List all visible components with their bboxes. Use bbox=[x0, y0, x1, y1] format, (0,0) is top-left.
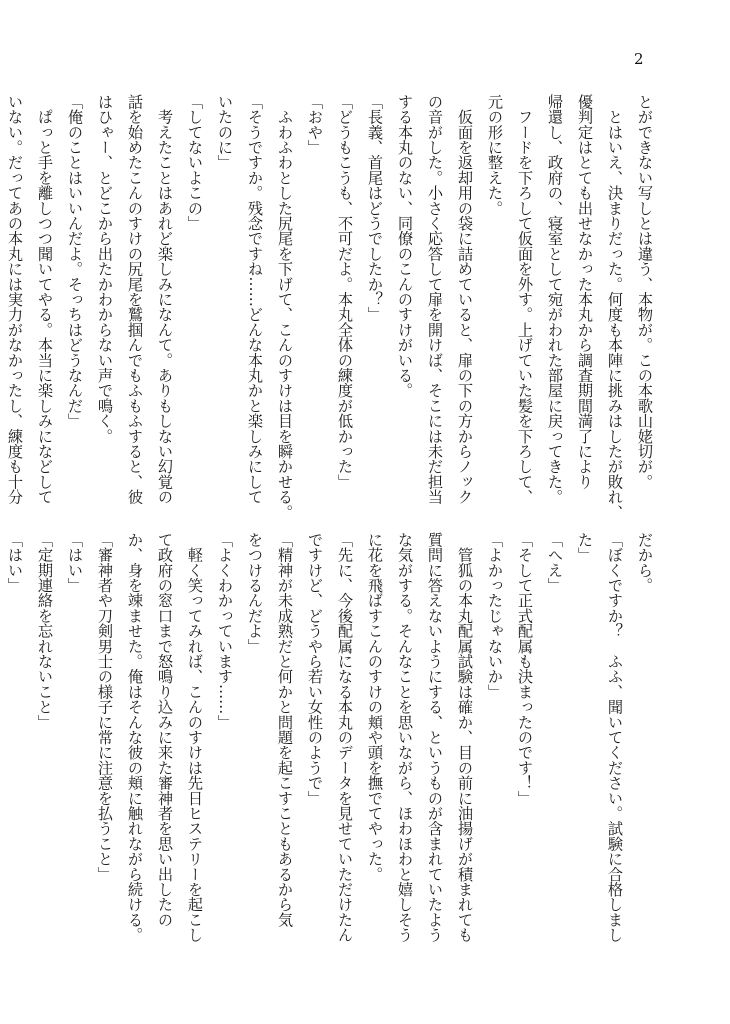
text-column: 「審神者や刀剣男士の様子に常に注意を払うこと」 bbox=[96, 532, 114, 882]
text-column: する本丸のない、同僚のこんのすけがいる。 bbox=[396, 94, 414, 398]
text-column: 「俺のことはいいんだよ。そっちはどうなんだ」 bbox=[66, 94, 84, 429]
text-column: いない。だってあの本丸には実力がなかったし、練度も十分 bbox=[6, 94, 24, 505]
text-column: 話を始めたこんのすけの尻尾を鷲掴んでもふもふすると、彼 bbox=[126, 94, 144, 505]
text-column: 「はい」 bbox=[6, 532, 24, 593]
text-column: に花を飛ばすこんのすけの頬や頭を撫でてやった。 bbox=[366, 532, 384, 882]
text-column: をつけるんだよ」 bbox=[246, 532, 264, 654]
text-column: 「よかったじゃないか」 bbox=[486, 532, 504, 700]
text-column: か、身を竦ませた。俺はそんな彼の頬に触れながら続ける。 bbox=[126, 532, 144, 943]
text-column: 考えたことはあれど楽しみになんて。ありもしない幻覚の bbox=[156, 94, 174, 505]
text-column: 元の形に整えた。 bbox=[486, 94, 504, 216]
text-column: フードを下ろして仮面を外す。上げていた髪を下ろして、 bbox=[516, 94, 534, 505]
text-block-top bbox=[6, 94, 660, 520]
text-column: て政府の窓口まで怒鳴り込みに来た審神者を思い出したの bbox=[156, 532, 174, 928]
text-column: 質問に答えないようにする、というものが含まれていたよう bbox=[426, 532, 444, 943]
text-column: 「定期連絡を忘れないこと」 bbox=[36, 532, 54, 730]
text-column: 「よくわかっています……」 bbox=[216, 532, 234, 730]
text-column: 「してないよこの」 bbox=[186, 94, 204, 231]
text-column: 「どうもこうも、不可だよ。本丸全体の練度が低かった」 bbox=[336, 94, 354, 490]
text-column: 「そうですか。残念ですね……どんな本丸かと楽しみにして bbox=[246, 94, 264, 505]
page-number: 2 bbox=[634, 50, 644, 68]
text-column: とはいえ、決まりだった。何度も本陣に挑みはしたが敗れ、 bbox=[606, 94, 624, 520]
text-column: 「長義、首尾はどうでしたか？」 bbox=[366, 94, 384, 322]
text-column: 「はい」 bbox=[66, 532, 84, 593]
text-column: た」 bbox=[576, 532, 594, 563]
text-column: 管狐の本丸配属試験は確か、目の前に油揚げが積まれても bbox=[456, 532, 474, 943]
text-column: とができない写しとは違う、本物が。この本歌山姥切が。 bbox=[636, 94, 654, 490]
text-block-bottom bbox=[6, 532, 660, 944]
text-column: 「おや」 bbox=[306, 94, 324, 155]
text-column: ぱっと手を離しつつ聞いてやる。本当に楽しみになどして bbox=[36, 94, 54, 505]
text-column: 優判定はとても出せなかった本丸から調査期間満了により bbox=[576, 94, 594, 490]
text-column: 「ぼくですか？ ふふ、聞いてください。試験に合格しまし bbox=[606, 532, 624, 943]
text-column: ふわふわとした尻尾を下げて、こんのすけは目を瞬かせる。 bbox=[276, 94, 294, 520]
text-column: 「先に、今後配属になる本丸のデータを見せていただけたん bbox=[336, 532, 354, 943]
text-column: 「そして正式配属も決まったのです！」 bbox=[516, 532, 534, 806]
text-column: はひゃー、とどこから出たかわからない声で鳴く。 bbox=[96, 94, 114, 444]
text-column: ですけど、どうやら若い女性のようで」 bbox=[306, 532, 324, 806]
text-column: 「精神が未成熟だと何かと問題を起こすこともあるから気 bbox=[276, 532, 294, 928]
text-column: な気がする。そんなことを思いながら、ほわほわと嬉しそう bbox=[396, 532, 414, 943]
text-column: だから。 bbox=[636, 532, 654, 593]
text-column: いたのに」 bbox=[216, 94, 234, 170]
text-column: 帰還し、政府の、寝室として宛がわれた部屋に戻ってきた。 bbox=[546, 94, 564, 505]
text-column: 軽く笑ってみれば、こんのすけは先日ヒステリーを起こし bbox=[186, 532, 204, 943]
text-column: の音がした。小さく応答して扉を開けば、そこには未だ担当 bbox=[426, 94, 444, 505]
text-column: 仮面を返却用の袋に詰めていると、扉の下の方からノック bbox=[456, 94, 474, 505]
text-column: 「へえ」 bbox=[546, 532, 564, 593]
